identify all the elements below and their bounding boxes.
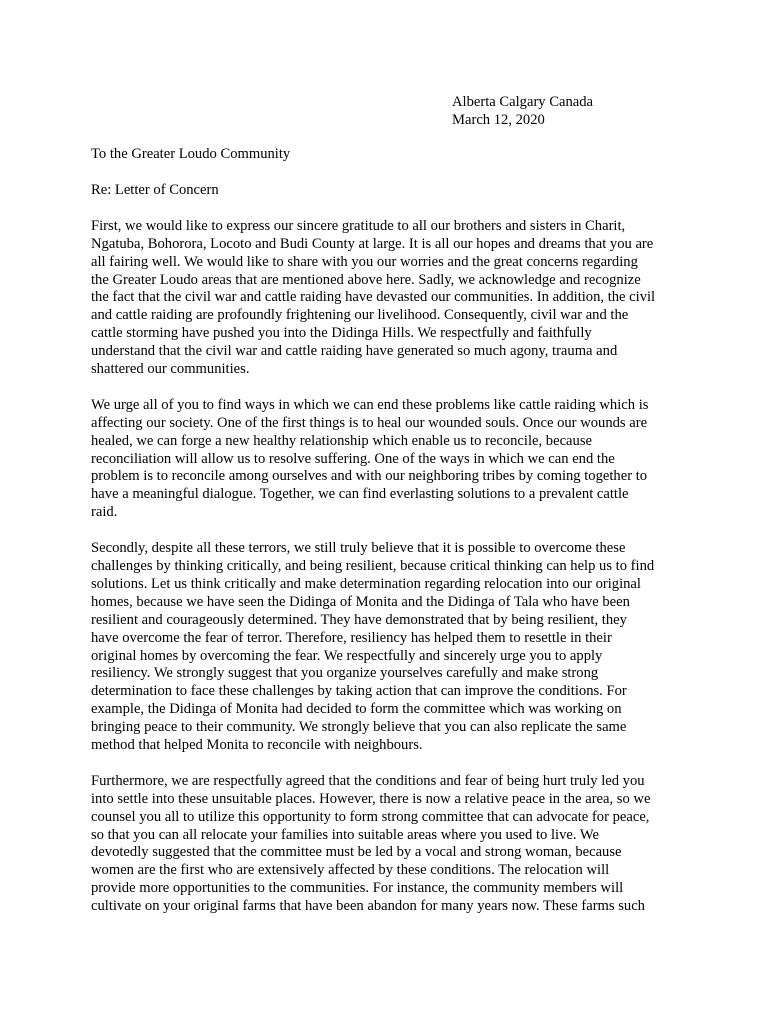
text-line: shattered our communities. bbox=[91, 361, 250, 378]
text-line: problem is to reconcile among ourselves and with our neighboring tribes by coming together to bbox=[91, 468, 648, 485]
text-line: First, we would like to express our sincere gratitude to all our brothers and sisters in Charit, bbox=[91, 217, 626, 234]
text-line: and cattle raiding are profoundly frightening our livelihood. Consequently, civil war and the bbox=[91, 307, 629, 324]
salutation: To the Greater Loudo Community bbox=[91, 146, 291, 162]
text-line: have overcome the fear of terror. Therefore, resiliency has helped them to resettle in their bbox=[91, 629, 612, 646]
text-line: cultivate on your original farms that have been abandon for many years now. These farms such bbox=[91, 898, 645, 915]
letter-date: March 12, 2020 bbox=[452, 112, 545, 128]
text-line: reconciliation will allow us to resolve suffering. One of the ways in which we can end the bbox=[91, 450, 615, 467]
text-line: example, the Didinga of Monita had decided to form the committee which was working on bbox=[91, 701, 622, 718]
text-line: so that you can all relocate your families into suitable areas where you used to live. We bbox=[91, 826, 599, 843]
text-line: understand that the civil war and cattle raiding have generated so much agony, trauma and bbox=[91, 343, 618, 360]
text-line: into settle into these unsuitable places. However, there is now a relative peace in the area, so we bbox=[91, 790, 651, 807]
sender-location: Alberta Calgary Canada bbox=[452, 94, 594, 110]
text-line: counsel you all to utilize this opportunity to form strong committee that can advocate for peace, bbox=[91, 808, 650, 825]
text-line: homes, because we have seen the Didinga of Monita and the Didinga of Tala who have been bbox=[91, 593, 630, 610]
sender-address-block bbox=[452, 93, 742, 129]
paragraph-resilience bbox=[91, 540, 681, 755]
text-line: cattle storming have pushed you into the Didinga Hills. We respectfully and faithfully bbox=[91, 325, 592, 342]
text-line: determination to face these challenges by taking action that can improve the conditions. For bbox=[91, 683, 627, 700]
text-line: We urge all of you to find ways in which we can end these problems like cattle raiding which is bbox=[91, 396, 649, 413]
text-line: affecting our society. One of the first things is to heal our wounded souls. Once our wounds are bbox=[91, 414, 648, 431]
text-line: challenges by thinking critically, and being resilient, because critical thinking can help us to find bbox=[91, 558, 655, 574]
text-line: resiliency. We strongly suggest that you organize yourselves carefully and make strong bbox=[91, 665, 599, 682]
paragraph-urge bbox=[91, 397, 681, 522]
text-line: Ngatuba, Bohorora, Locoto and Budi County at large. It is all our hopes and dreams that you are bbox=[91, 235, 654, 252]
text-line: healed, we can forge a new healthy relationship which enable us to reconcile, because bbox=[91, 432, 592, 449]
text-line: Furthermore, we are respectfully agreed that the conditions and fear of being hurt truly led you bbox=[91, 772, 645, 789]
letter-body bbox=[91, 146, 681, 916]
text-line: bringing peace to their community. We strongly believe that you can also replicate the same bbox=[91, 719, 627, 736]
text-line: method that helped Monita to reconcile with neighbours. bbox=[91, 737, 423, 754]
text-line: original homes by overcoming the fear. We respectfully and sincerely urge you to apply bbox=[91, 647, 603, 664]
text-line: Secondly, despite all these terrors, we still truly believe that it is possible to overcome these bbox=[91, 540, 626, 557]
text-line: have a meaningful dialogue. Together, we can find everlasting solutions to a prevalent cattle bbox=[91, 486, 629, 503]
text-line: resilient and courageously determined. They have demonstrated that by being resilient, they bbox=[91, 611, 627, 628]
text-line: the fact that the civil war and cattle raiding have devasted our communities. In addition, the civil bbox=[91, 289, 656, 306]
paragraph-relocation bbox=[91, 773, 681, 916]
text-line: the Greater Loudo areas that are mentioned above here. Sadly, we acknowledge and recognize bbox=[91, 271, 641, 288]
subject-line: Re: Letter of Concern bbox=[91, 181, 219, 198]
text-line: provide more opportunities to the communities. For instance, the community members will bbox=[91, 880, 624, 897]
paragraph-gratitude bbox=[91, 218, 681, 379]
text-line: devotedly suggested that the committee must be led by a vocal and strong woman, because bbox=[91, 844, 622, 861]
text-line: women are the first who are extensively affected by these conditions. The relocation will bbox=[91, 862, 610, 879]
text-line: solutions. Let us think critically and make determination regarding relocation into our original bbox=[91, 575, 641, 592]
text-line: raid. bbox=[91, 504, 118, 521]
text-line: all fairing well. We would like to share with you our worries and the great concerns regarding bbox=[91, 253, 638, 270]
